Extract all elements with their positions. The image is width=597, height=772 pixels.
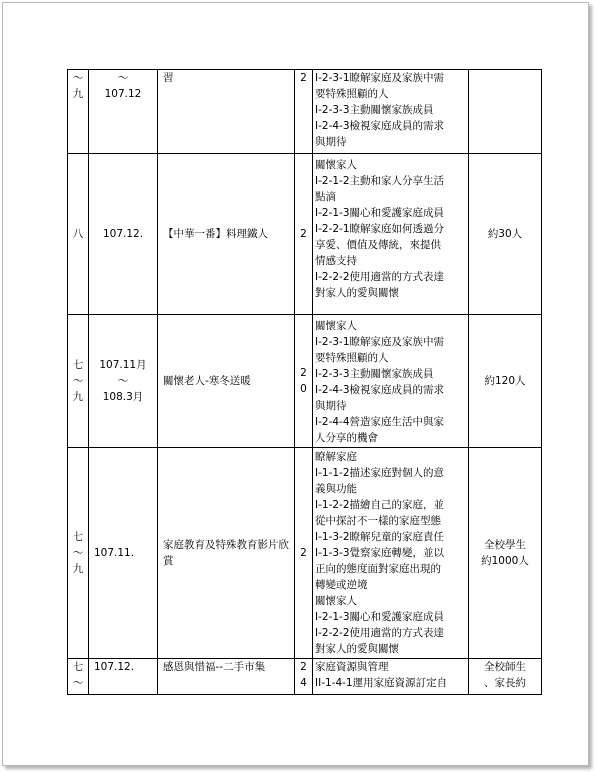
grade-cell [68,659,89,695]
indicators-cell [313,448,469,659]
grade-cell [68,448,89,659]
cell-text: 轉變或逆境 [315,579,368,591]
cell-text: 點滴 [315,191,336,203]
cell-text: 從中探討不一樣的家庭型態 [315,515,441,527]
cell-text: I-2-4-4營造家庭生活中與家 [315,416,445,428]
hours-cell [295,315,313,448]
cell-text: 2 [300,547,307,559]
grade-cell [68,154,89,315]
cell-text: 全校學生 [484,539,526,551]
table-row [68,448,542,659]
cell-text: 【中華一番】料理鐵人 [163,228,268,240]
cell-text: 七 [72,661,84,673]
indicators-cell [313,315,469,448]
cell-text: 感恩與惜福--二手市集 [163,661,266,673]
cell-text: 九 [72,391,84,403]
cell-text: 家庭資源與管理 [315,661,389,673]
cell-text: 107.12 [104,88,142,100]
activity-cell [158,70,295,154]
cell-text: 4 [300,677,307,689]
cell-text: 、家長約 [484,677,526,689]
cell-text: 0 [300,383,307,395]
participants-cell [469,448,542,659]
date-cell [89,659,158,695]
cell-text: 九 [72,563,84,575]
date-cell [89,154,158,315]
cell-text: 2 [300,72,307,84]
cell-text: 享愛、價值及傳統，來提供 [315,239,441,251]
date-cell [89,70,158,154]
activity-cell [158,659,295,695]
cell-text: 正向的態度面對家庭出現的 [315,563,441,575]
participants-cell [469,70,542,154]
cell-text: I-2-2-1瞭解家庭如何透過分 [315,223,445,235]
cell-text: 107.11月 [99,359,147,371]
cell-text: 107.11. [94,547,135,559]
cell-text: 2 [300,228,307,240]
cell-text: II-1-4-1運用家庭資源訂定自 [315,677,448,689]
cell-text: 對家人的愛與關懷 [315,287,399,299]
cell-text: 七 [72,359,84,371]
cell-text: 108.3月 [102,391,144,403]
cell-text: 人分享的機會 [315,432,378,444]
hours-cell [295,154,313,315]
cell-text: 情感支持 [315,255,357,267]
hours-cell [295,659,313,695]
cell-text: I-1-3-3覺察家庭轉變，並以 [315,547,445,559]
activity-cell [158,315,295,448]
cell-text: 2 [300,367,307,379]
cell-text: I-1-1-2描述家庭對個人的意 [315,467,445,479]
cell-text: 義與功能 [315,483,357,495]
cell-text: I-2-1-2主動和家人分享生活 [315,175,445,187]
table-row [68,315,542,448]
cell-text: 2 [300,661,307,673]
cell-text: ～ [72,72,84,84]
participants-cell [469,154,542,315]
indicators-cell [313,659,469,695]
cell-text: I-2-4-3檢視家庭成員的需求 [315,384,445,396]
cell-text: 七 [72,531,84,543]
cell-text: ～ [72,547,84,559]
cell-text: I-1-2-2描繪自己的家庭，並 [315,499,445,511]
cell-text: 約1000人 [481,555,529,567]
activity-cell [158,448,295,659]
hours-cell [295,448,313,659]
table-row [68,154,542,315]
cell-text: 家庭教育及特殊教育影片欣賞 [163,539,289,567]
cell-text: 要特殊照顧的人 [315,88,389,100]
cell-text: 習 [163,72,174,84]
participants-cell [469,315,542,448]
indicators-cell [313,70,469,154]
cell-text: 與期待 [315,400,347,412]
activity-cell [158,154,295,315]
cell-text: 關懷家人 [315,159,357,171]
cell-text: 與期待 [315,136,347,148]
cell-text: I-2-1-3關心和愛護家庭成員 [315,207,445,219]
cell-text: 約120人 [484,375,526,387]
cell-text: 八 [72,228,84,240]
cell-text: 107.12. [102,228,144,240]
cell-text: 要特殊照顧的人 [315,352,389,364]
cell-text: 九 [72,88,84,100]
cell-text: 107.12. [94,661,135,673]
document-page [2,2,589,766]
cell-text: ～ [117,375,129,387]
cell-text: I-2-2-2使用適當的方式表達 [315,271,445,283]
cell-text: 瞭解家庭 [315,451,357,463]
cell-text: 約30人 [487,228,523,240]
activity-table [67,69,542,695]
cell-text: I-2-1-3關心和愛護家庭成員 [315,611,445,623]
table-row [68,70,542,154]
cell-text: I-1-3-2瞭解兒童的家庭責任 [315,531,445,543]
cell-text: 關懷老人-寒冬送暖 [163,375,251,387]
cell-text: 對家人的愛與關懷 [315,643,399,655]
cell-text: I-2-3-1瞭解家庭及家族中需 [315,72,445,84]
hours-cell [295,70,313,154]
indicators-cell [313,154,469,315]
date-cell [89,448,158,659]
table-row [68,659,542,695]
cell-text: I-2-3-3主動關懷家族成員 [315,104,434,116]
cell-text: ～ [72,375,84,387]
cell-text: I-2-2-2使用適當的方式表達 [315,627,445,639]
grade-cell [68,315,89,448]
cell-text: I-2-4-3檢視家庭成員的需求 [315,120,445,132]
grade-cell [68,70,89,154]
cell-text: 關懷家人 [315,320,357,332]
cell-text: ～ [72,677,84,689]
cell-text: 全校師生 [484,661,526,673]
cell-text: I-2-3-1瞭解家庭及家族中需 [315,336,445,348]
cell-text: 關懷家人 [315,595,357,607]
cell-text: I-2-3-3主動關懷家族成員 [315,368,434,380]
date-cell [89,315,158,448]
cell-text: ～ [117,72,129,84]
participants-cell [469,659,542,695]
